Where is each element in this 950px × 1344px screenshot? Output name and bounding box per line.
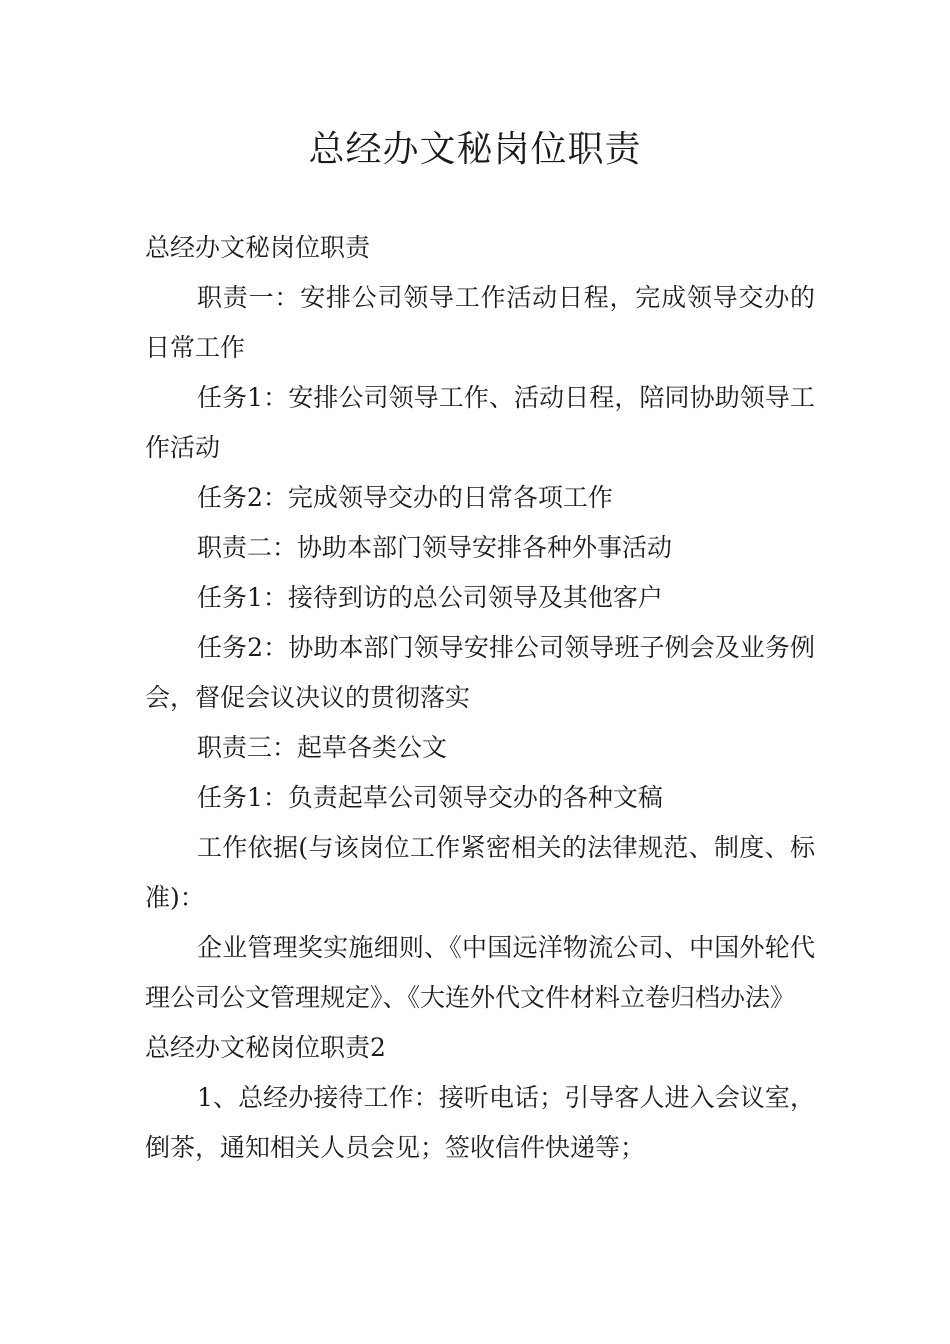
paragraph: 任务1：负责起草公司领导交办的各种文稿 bbox=[197, 783, 663, 812]
paragraph: 任务1：接待到访的总公司领导及其他客户 bbox=[197, 583, 663, 612]
paragraph: 任务1：安排公司领导工作、活动日程，陪同协助领导工作活动 bbox=[145, 383, 815, 462]
paragraph: 工作依据(与该岗位工作紧密相关的法律规范、制度、标准)： bbox=[145, 833, 815, 912]
paragraph: 1、总经办接待工作：接听电话；引导客人进入会议室，倒茶，通知相关人员会见；签收信件快递等； bbox=[145, 1083, 815, 1162]
document-body bbox=[145, 223, 815, 1173]
paragraph: 职责三：起草各类公文 bbox=[197, 733, 448, 762]
paragraph: 任务2：协助本部门领导安排公司领导班子例会及业务例会，督促会议决议的贯彻落实 bbox=[145, 633, 815, 712]
section-heading: 总经办文秘岗位职责2 bbox=[145, 1033, 386, 1062]
paragraph: 任务2：完成领导交办的日常各项工作 bbox=[197, 483, 613, 512]
section-heading: 总经办文秘岗位职责 bbox=[145, 233, 371, 262]
document-title: 总经办文秘岗位职责 bbox=[308, 129, 642, 170]
paragraph: 职责二：协助本部门领导安排各种外事活动 bbox=[197, 533, 673, 562]
paragraph: 企业管理奖实施细则、《中国远洋物流公司、中国外轮代理公司公文管理规定》、《大连外代文件材料立卷归档办法》 bbox=[145, 933, 815, 1012]
paragraph: 职责一：安排公司领导工作活动日程，完成领导交办的日常工作 bbox=[145, 283, 815, 362]
